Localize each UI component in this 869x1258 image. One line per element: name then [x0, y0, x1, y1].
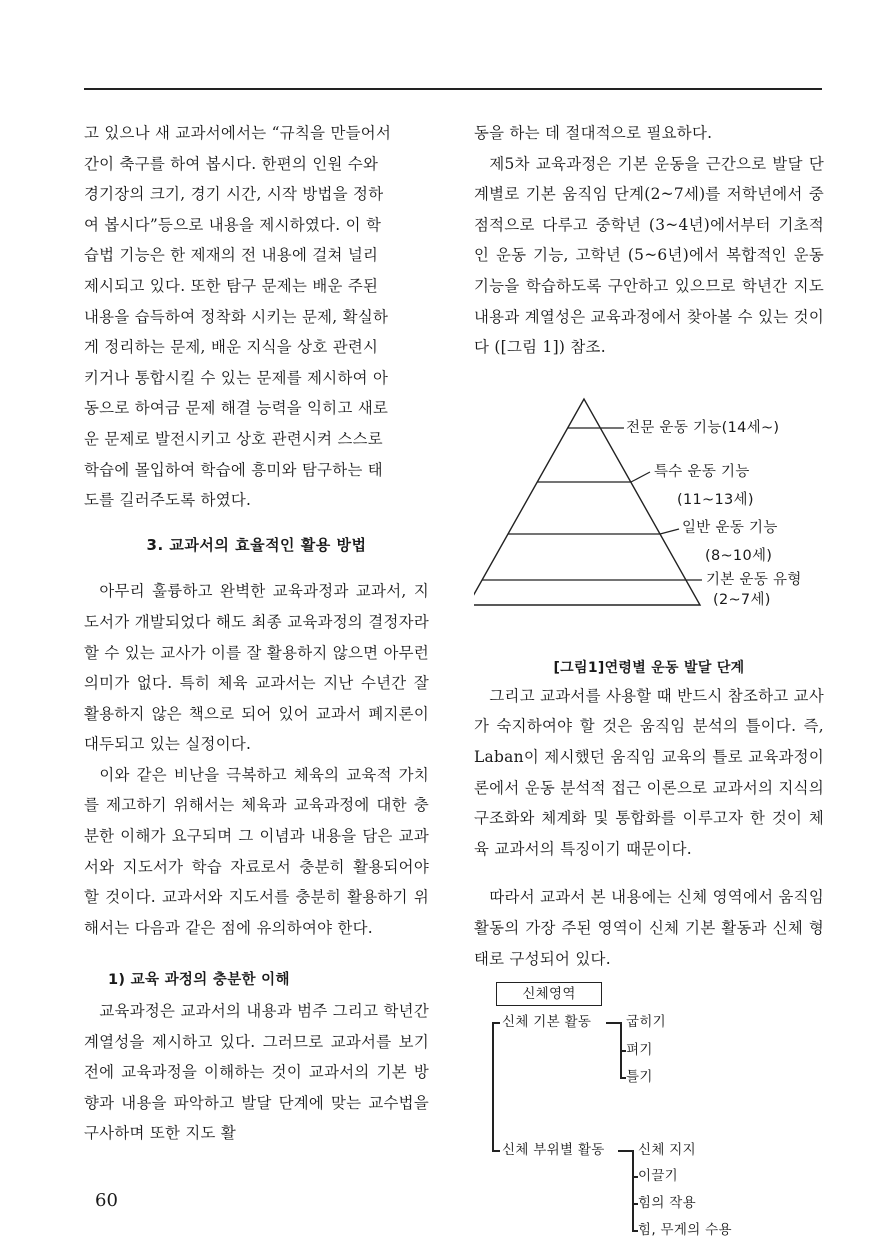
pyramid-level-1-label: 전문 운동 기능(14세~): [626, 419, 780, 436]
paragraph-continued: 동을 하는 데 절대적으로 필요하다.: [474, 124, 713, 142]
body-domain-tree: [474, 980, 824, 1239]
paragraph-continued: [84, 118, 429, 516]
text-line: 동으로 하여금 문제 해결 능력을 익히고 새로: [84, 399, 389, 418]
paragraph: 그리고 교과서를 사용할 때 반드시 참조하고 교사가 숙지하여야 할 것은 움직임 분석의 틀이다. 즉, Laban이 제시했던 움직임 교육의 틀로 교육과정이론에서 운동 분석적 접근 이론으로 교과서의 지식의 구조화와 체계화 및 통합화를 이루고자 한 것이 체육 교과서의 특징이기 때문이다.: [474, 686, 824, 858]
pyramid-level-2-age: (11~13세): [677, 491, 754, 508]
tree-leaf: 신체 지지: [638, 1142, 696, 1159]
text-line: 게 정리하는 문제, 배운 지식을 상호 관련시: [84, 338, 379, 357]
text-line: 제시되고 있다. 또한 탐구 문제는 배운 주된: [84, 276, 379, 295]
tree-branch-1: 신체 기본 활동: [502, 1014, 592, 1031]
text-line: 운 문제로 발전시키고 상호 관련시켜 스스로: [84, 429, 383, 448]
text-line: 습법 기능은 한 제재의 전 내용에 걸쳐 널리: [84, 246, 379, 265]
figure-pyramid: [474, 391, 824, 681]
paragraph: 아무리 훌륭하고 완벽한 교육과정과 교과서, 지도서가 개발되었다 해도 최종 교육과정의 결정자라 할 수 있는 교사가 이를 잘 활용하지 않으면 아무런 의미가 없다. 특히 체육 교과서는 지난 수년간 잘 활용하지 않은 책으로 되어 있어 교과서 폐지론이 대두되고 있는 실정이다.: [84, 582, 429, 754]
figure-caption: [그림1]연령별 운동 발달 단계: [553, 659, 745, 676]
text-line: 내용을 습득하여 정착화 시키는 문제, 확실하: [84, 307, 389, 326]
tree-leaf: 이끌기: [638, 1168, 679, 1185]
text-line: 간이 축구를 하여 봅시다. 한편의 인원 수와: [84, 154, 379, 173]
tree-leaf: 힘의 작용: [638, 1195, 696, 1212]
text-line: 키거나 통합시킬 수 있는 문제를 제시하여 아: [84, 368, 389, 387]
pyramid-level-4-label: 기본 운동 유형: [706, 571, 802, 588]
pyramid-level-4-age: (2~7세): [713, 591, 771, 608]
tree-root: 신체영역: [496, 982, 602, 1006]
tree-branch-2: 신체 부위별 활동: [502, 1142, 605, 1159]
text-line: 도를 길러주도록 하였다.: [84, 491, 252, 510]
pyramid-level-3-age: (8~10세): [705, 547, 773, 564]
paragraph: 따라서 교과서 본 내용에는 신체 영역에서 움직임 활동의 가장 주된 영역이 신체 기본 활동과 신체 형태로 구성되어 있다.: [474, 888, 824, 968]
pyramid-level-2-label: 특수 운동 기능: [654, 463, 750, 480]
subsection-heading: 1) 교육 과정의 충분한 이해: [108, 972, 290, 989]
text-line: 경기장의 크기, 경기 시간, 시작 방법을 정하: [84, 185, 384, 204]
tree-leaf: 굽히기: [626, 1014, 667, 1031]
text-line: 학습에 몰입하여 학습에 흥미와 탐구하는 태: [84, 460, 383, 479]
tree-leaf: 힘, 무게의 수용: [638, 1222, 732, 1239]
header-rule: [84, 88, 822, 90]
text-line: 고 있으나 새 교과서에서는 “규칙을 만들어서: [84, 124, 392, 142]
left-column: [84, 118, 429, 1149]
page-number: 60: [95, 1190, 118, 1211]
tree-leaf: 틀기: [626, 1069, 653, 1086]
right-column: [474, 118, 824, 1239]
paragraph: 교육과정은 교과서의 내용과 범주 그리고 학년간 계열성을 제시하고 있다. 그러므로 교과서를 보기 전에 교육과정을 이해하는 것이 교과서의 기본 방향과 내용을 파악하고 발달 단계에 맞는 교수법을 구사하며 또한 지도 활: [84, 1002, 429, 1143]
text-line: 여 봅시다”등으로 내용을 제시하였다. 이 학: [84, 215, 382, 234]
tree-leaf: 펴기: [626, 1042, 653, 1059]
pyramid-level-3-label: 일반 운동 기능: [682, 519, 778, 536]
section-heading: 3. 교과서의 효율적인 활용 방법: [146, 535, 367, 554]
paragraph: 이와 같은 비난을 극복하고 체육의 교육적 가치를 제고하기 위해서는 체육과 교육과정에 대한 충분한 이해가 요구되며 그 이념과 내용을 담은 교과서와 지도서가 학습 자료로서 충분히 활용되어야 할 것이다. 교과서와 지도서를 충분히 활용하기 위해서는 다음과 같은 점에 유의하여야 한다.: [84, 765, 429, 937]
paragraph: 제5차 교육과정은 기본 운동을 근간으로 발달 단계별로 기본 움직임 단계(2~7세)를 저학년에서 중점적으로 다루고 중학년 (3~4년)에서부터 기초적인 운동 기능, 고학년 (5~6년)에서 복합적인 운동 기능을 학습하도록 구안하고 있으므로 학년간 지도 내용과 계열성은 교육과정에서 찾아볼 수 있는 것이다 ([그림 1]) 참조.: [474, 154, 824, 357]
